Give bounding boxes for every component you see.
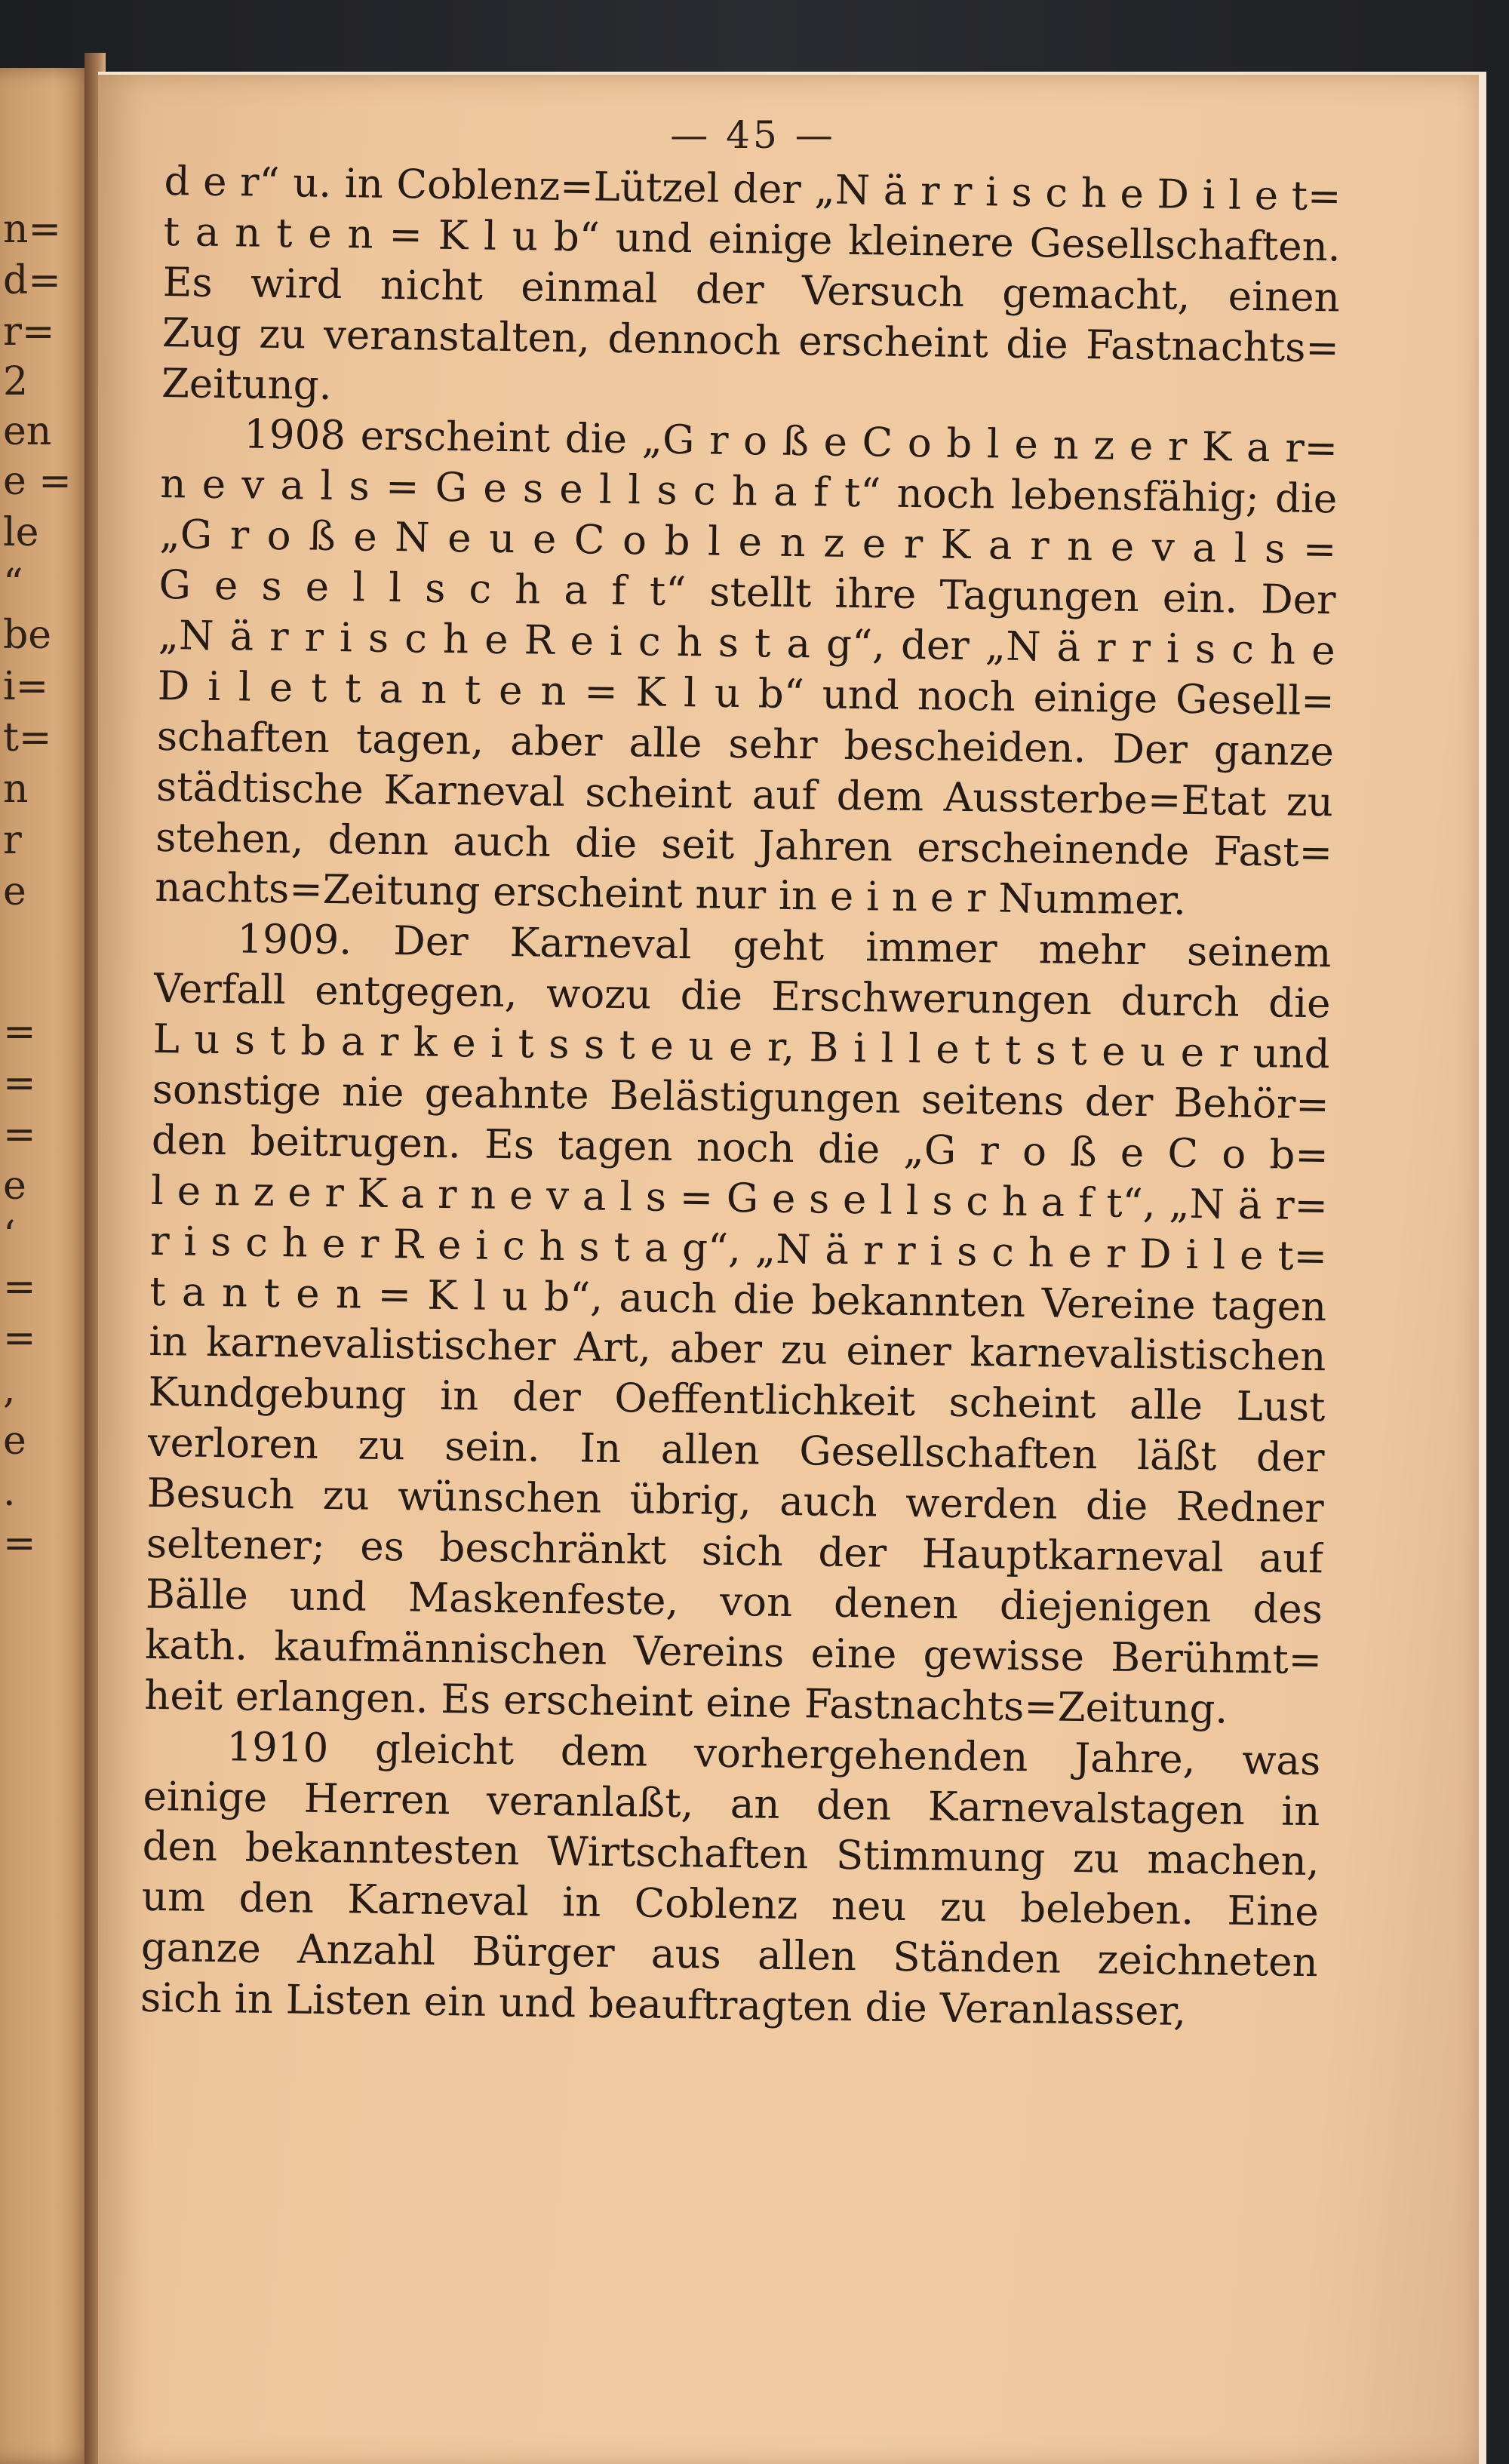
text-line: „N ä r r i s c h e R e i c h s t a g“, der „N ä r r i s c h e xyxy=(158,612,1335,674)
text-line: L u s t b a r k e i t s s t e u e r, B i l l e t t s t e u e r und xyxy=(152,1016,1330,1078)
text-line: schaften tagen, aber alle sehr bescheiden. Der ganze xyxy=(156,713,1335,776)
text-line: den beitrugen. Es tagen noch die „G r o ß e C o b= xyxy=(151,1117,1329,1179)
text-line: 1909. Der Karneval geht immer mehr seinem xyxy=(237,916,1332,977)
left-page-fragment: t= xyxy=(3,715,52,760)
text-line: t a n t e n = K l u b“, auch die bekannten Vereine tagen xyxy=(149,1268,1327,1330)
left-page-fragment: be xyxy=(3,613,52,658)
left-page-fragment: d= xyxy=(3,258,61,303)
text-line: verloren zu sein. In allen Gesellschaften läßt der xyxy=(147,1420,1325,1482)
text-line: Zeitung. xyxy=(161,360,332,409)
left-page-fragment: le xyxy=(3,510,39,555)
left-page-fragment: e = xyxy=(3,459,72,504)
left-page-fragment: e xyxy=(3,1418,26,1464)
left-page-fragment: = xyxy=(3,1061,36,1106)
text-line: D i l e t t a n t e n = K l u b“ und noch einige Gesell= xyxy=(157,662,1335,725)
text-line: in karnevalistischer Art, aber zu einer karnevalistischen xyxy=(149,1319,1326,1381)
text-line: r i s c h e r R e i c h s t a g“, „N ä r r i s c h e r D i l e t= xyxy=(149,1218,1328,1280)
left-page-fragment: e xyxy=(3,869,26,914)
text-line: d e r“ u. in Coblenz=Lützel der „N ä r r i s c h e D i l e t= xyxy=(164,158,1342,220)
text-line: städtische Karneval scheint auf dem Aussterbe=Etat zu xyxy=(155,763,1334,826)
text-line: n e v a l s = G e s e l l s c h a f t“ noch lebensfähig; die xyxy=(159,461,1338,523)
left-page-fragment: r= xyxy=(3,309,55,355)
left-page-fragment: e xyxy=(3,1163,26,1209)
left-page-fragment: . xyxy=(3,1470,16,1515)
text-line: Bälle und Maskenfeste, von denen diejenigen des xyxy=(145,1571,1323,1633)
text-line: den bekanntesten Wirtschaften Stimmung zu machen, xyxy=(142,1823,1320,1885)
text-line: sich in Listen ein und beauftragten die Veranlasser, xyxy=(140,1974,1187,2035)
text-line: einige Herren veranlaßt, an den Karnevalstagen in xyxy=(143,1773,1320,1835)
left-page-fragment: “ xyxy=(3,561,23,607)
left-page-fragment: r xyxy=(3,818,22,863)
left-page-fragment: n= xyxy=(3,207,62,252)
text-line: l e n z e r K a r n e v a l s = G e s e l l s c h a f t“, „N ä r= xyxy=(150,1167,1329,1230)
left-page-fragment: i= xyxy=(3,664,49,709)
page-body-text xyxy=(140,157,1342,2039)
left-page-fragment: = xyxy=(3,1521,36,1566)
page-number: — 45 — xyxy=(670,113,836,157)
left-page-fragment: = xyxy=(3,1264,36,1310)
text-line: heit erlangen. Es erscheint eine Fastnachts=Zeitung. xyxy=(143,1672,1228,1733)
text-line: „G r o ß e N e u e C o b l e n z e r K a r n e v a l s = xyxy=(159,512,1337,573)
text-line: nachts=Zeitung erscheint nur in e i n e r Nummer. xyxy=(154,865,1187,925)
text-line: seltener; es beschränkt sich der Hauptkarneval auf xyxy=(146,1520,1324,1583)
left-page-fragment: , xyxy=(3,1367,16,1412)
text-line: Zug zu veranstalten, dennoch erscheint die Fastnachts= xyxy=(161,309,1340,372)
text-line: Kundgebung in der Oeffentlichkeit scheint alle Lust xyxy=(148,1369,1326,1431)
left-page-fragment: n xyxy=(3,767,29,812)
text-line: sonstige nie geahnte Belästigungen seitens der Behör= xyxy=(152,1066,1330,1129)
text-line: Es wird nicht einmal der Versuch gemacht, einen xyxy=(162,259,1341,321)
text-line: um den Karneval in Coblenz neu zu beleben. Eine xyxy=(141,1874,1320,1936)
left-page-fragment: ‘ xyxy=(3,1213,16,1258)
text-line: Besuch zu wünschen übrig, auch werden die Redner xyxy=(146,1470,1325,1532)
left-page-fragment: en xyxy=(3,409,52,454)
text-line: stehen, denn auch die seit Jahren erscheinende Fast= xyxy=(155,814,1333,876)
left-page-fragment: = xyxy=(3,1009,36,1055)
left-page-fragment: = xyxy=(3,1316,36,1361)
text-line: kath. kaufmännischen Vereins eine gewisse Berühmt= xyxy=(144,1621,1323,1684)
left-page-fragment: = xyxy=(3,1112,36,1157)
text-line: 1910 gleicht dem vorhergehenden Jahre, was xyxy=(226,1723,1321,1784)
text-line: 1908 erscheint die „G r o ß e C o b l e n z e r K a r= xyxy=(243,411,1338,472)
text-line: G e s e l l s c h a f t“ stellt ihre Tagungen ein. Der xyxy=(158,562,1336,624)
text-line: Verfall entgegen, wozu die Erschwerungen durch die xyxy=(153,966,1331,1028)
text-line: ganze Anzahl Bürger aus allen Ständen zeichneten xyxy=(140,1924,1319,1986)
text-line: t a n t e n = K l u b“ und einige kleinere Gesellschaften. xyxy=(163,208,1341,271)
left-page-fragment: 2 xyxy=(3,359,29,404)
left-page-edge xyxy=(0,68,98,2464)
